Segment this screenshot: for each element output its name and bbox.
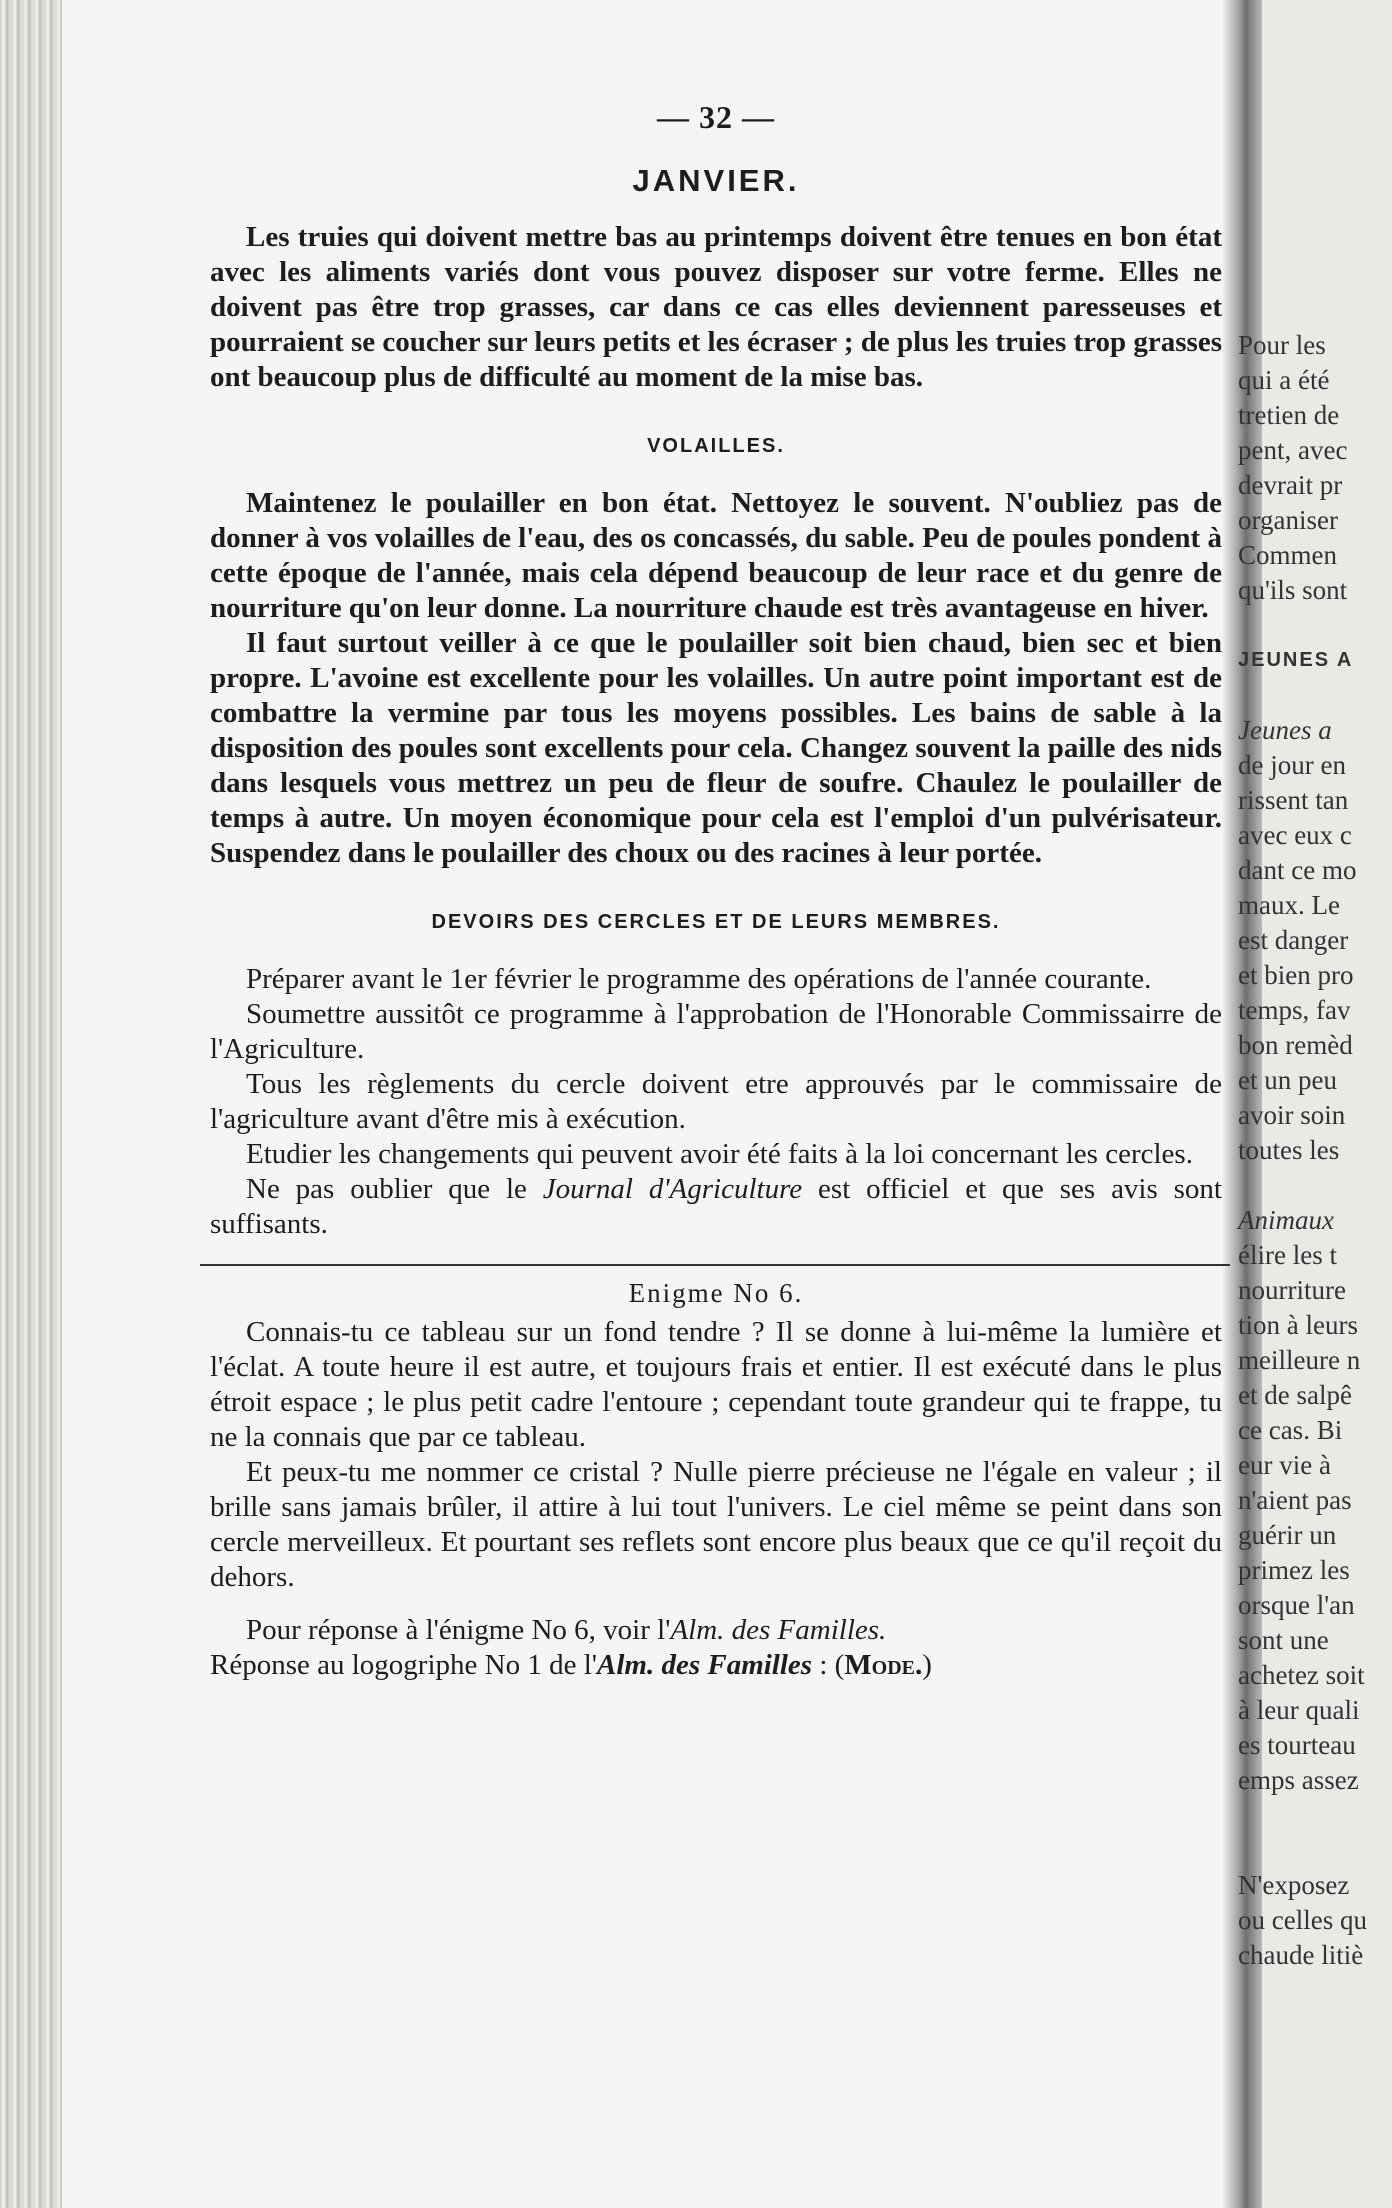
enigme-answer-2: [210, 1648, 1222, 1683]
facing-page-line: tretien de: [1238, 400, 1340, 430]
page-content: [210, 100, 1222, 1683]
facing-page-line: de jour en: [1238, 750, 1346, 780]
answer-2-word: Mode.: [844, 1649, 923, 1681]
enigme-paragraph-1: Connais-tu ce tableau sur un fond tendre ? Il se donne à lui-même la lumière et l'éclat. A toute heure il est autre, et toujours frais et entier. Il est exécuté dans le plus étroit espace ; le plus petit cadre l'entoure ; cependant toute grandeur qui te frappe, tu ne la connais que par ce tableau.: [210, 1316, 1222, 1453]
facing-page-line: et un peu: [1238, 1065, 1337, 1095]
facing-page-line: pent, avec: [1238, 435, 1348, 465]
facing-page-line: es tourteau: [1238, 1730, 1356, 1760]
facing-page-line: meilleure n: [1238, 1345, 1361, 1375]
facing-page-line: JEUNES A: [1238, 649, 1354, 671]
devoirs-heading: DEVOIRS DES CERCLES ET DE LEURS MEMBRES.: [431, 911, 1001, 933]
facing-page-line: ou celles qu: [1238, 1905, 1367, 1935]
facing-page-line: [1232, 678, 1392, 713]
facing-page-line: orsque l'an: [1238, 1590, 1355, 1620]
facing-page-line: chaude litiè: [1238, 1940, 1364, 1970]
facing-page-line: avoir soin: [1238, 1100, 1346, 1130]
section-divider: [200, 1264, 1230, 1266]
facing-page-line: organiser: [1238, 505, 1338, 535]
volailles-paragraph-1: Maintenez le poulailler en bon état. Nettoyez le souvent. N'oubliez pas de donner à vos volailles de l'eau, des os concassés, du sable. Peu de poules pondent à cette époque de l'année, mais cela dépend beaucoup de leur race et du genre de nourriture qu'on leur donne. La nourriture chaude est très avantageuse en hiver.: [210, 487, 1222, 624]
facing-page-line: [1232, 1833, 1392, 1868]
answer-2-sep: : (: [812, 1649, 845, 1681]
facing-page-line: N'exposez: [1238, 1870, 1350, 1900]
facing-page-line: dant ce mo: [1238, 855, 1357, 885]
devoirs-p5-after: est officiel et que ses avis sont suffisants.: [210, 1173, 1222, 1240]
facing-page-line: achetez soit: [1238, 1660, 1365, 1690]
month-heading: JANVIER.: [632, 163, 800, 198]
facing-page-line: maux. Le: [1238, 890, 1340, 920]
devoirs-paragraph-3: Tous les règlements du cercle doivent etre approuvés par le commissaire de l'agriculture avant d'être mis à exécution.: [210, 1068, 1222, 1135]
facing-page-line: Animaux: [1238, 1205, 1334, 1235]
facing-page-line: primez les: [1238, 1555, 1350, 1585]
facing-page-line: [1232, 1798, 1392, 1833]
facing-page-line: qui a été: [1238, 365, 1330, 395]
facing-page-line: Jeunes a: [1238, 715, 1332, 745]
spacer: [210, 1595, 1222, 1613]
facing-page-line: [1232, 1168, 1392, 1203]
enigme-answer-1: [210, 1613, 1222, 1648]
devoirs-p5-before: Ne pas oublier que le: [246, 1173, 543, 1205]
answer-1-text: Pour réponse à l'énigme No 6, voir l': [246, 1614, 671, 1646]
facing-page-line: rissent tan: [1238, 785, 1349, 815]
facing-page-line: guérir un: [1238, 1520, 1337, 1550]
facing-page-line: nourriture: [1238, 1275, 1346, 1305]
answer-2-reference: Alm. des Familles: [596, 1649, 813, 1681]
devoirs-paragraph-4: Etudier les changements qui peuvent avoir été faits à la loi concernant les cercles.: [246, 1138, 1193, 1170]
answer-2-text: Réponse au logogriphe No 1 de l': [210, 1649, 597, 1681]
facing-page-line: Pour les: [1238, 330, 1326, 360]
facing-page-line: à leur quali: [1238, 1695, 1360, 1725]
volailles-heading: VOLAILLES.: [647, 435, 785, 457]
volailles-paragraph-2: Il faut surtout veiller à ce que le poulailler soit bien chaud, bien sec et bien propre. L'avoine est excellente pour les volailles. Un autre point important est de combattre la vermine par tous les moyens possibles. Les bains de sable à la disposition des poules sont excellents pour cela. Changez souvent la paille des nids dans lesquels vous mettrez un peu de fleur de soufre. Chaulez le poulailler de temps à autre. Un moyen économique pour cela est l'emploi d'un pulvérisateur. Suspendez dans le poulailler des choux ou des racines à leur portée.: [210, 627, 1222, 869]
facing-page-line: eur vie à: [1238, 1450, 1331, 1480]
facing-page-line: est danger: [1238, 925, 1349, 955]
facing-page-line: bon remèd: [1238, 1030, 1353, 1060]
facing-page-line: qu'ils sont: [1238, 575, 1348, 605]
enigme-paragraph-2: Et peux-tu me nommer ce cristal ? Nulle pierre précieuse ne l'égale en valeur ; il brille sans jamais brûler, il attire à lui tout l'univers. Le ciel même se peint dans son cercle merveilleux. Et pourtant ses reflets sont encore plus beaux que ce qu'il reçoit du dehors.: [210, 1456, 1222, 1593]
facing-page-line: sont une: [1238, 1625, 1329, 1655]
answer-1-reference: Alm. des Familles.: [670, 1614, 887, 1646]
facing-page-line: tion à leurs: [1238, 1310, 1358, 1340]
facing-page-line: élire les t: [1238, 1240, 1337, 1270]
facing-page-line: et de salpê: [1238, 1380, 1352, 1410]
facing-page-line: temps, fav: [1238, 995, 1351, 1025]
facing-page-line: avec eux c: [1238, 820, 1352, 850]
journal-title: Journal d'Agriculture: [542, 1173, 803, 1205]
devoirs-paragraph-1: Préparer avant le 1er février le programme des opérations de l'année courante.: [246, 963, 1152, 995]
page-number: — 32 —: [657, 99, 775, 135]
facing-page-line: et bien pro: [1238, 960, 1354, 990]
facing-page-line: ce cas. Bi: [1238, 1415, 1343, 1445]
devoirs-paragraph-2: Soumettre aussitôt ce programme à l'approbation de l'Honorable Commissairre de l'Agriculture.: [210, 998, 1222, 1065]
devoirs-paragraph-5: [210, 1172, 1222, 1242]
truies-paragraph: Les truies qui doivent mettre bas au printemps doivent être tenues en bon état avec les aliments variés dont vous pouvez disposer sur votre ferme. Elles ne doivent pas être trop grasses, car dans ce cas elles deviennent paresseuses et pourraient se coucher sur leurs petits et les écraser ; de plus les truies trop grasses ont beaucoup plus de difficulté au moment de la mise bas.: [210, 221, 1222, 393]
facing-page-line: [1232, 608, 1392, 643]
facing-page-text: [1232, 328, 1392, 1973]
facing-page-line: Commen: [1238, 540, 1337, 570]
facing-page-line: toutes les: [1238, 1135, 1340, 1165]
facing-page-line: devrait pr: [1238, 470, 1343, 500]
facing-page-line: emps assez: [1238, 1765, 1359, 1795]
answer-2-close: ): [922, 1649, 932, 1681]
book-binding-edge: [0, 0, 62, 2208]
facing-page-line: n'aient pas: [1238, 1485, 1352, 1515]
enigme-heading: Enigme No 6.: [628, 1278, 804, 1308]
